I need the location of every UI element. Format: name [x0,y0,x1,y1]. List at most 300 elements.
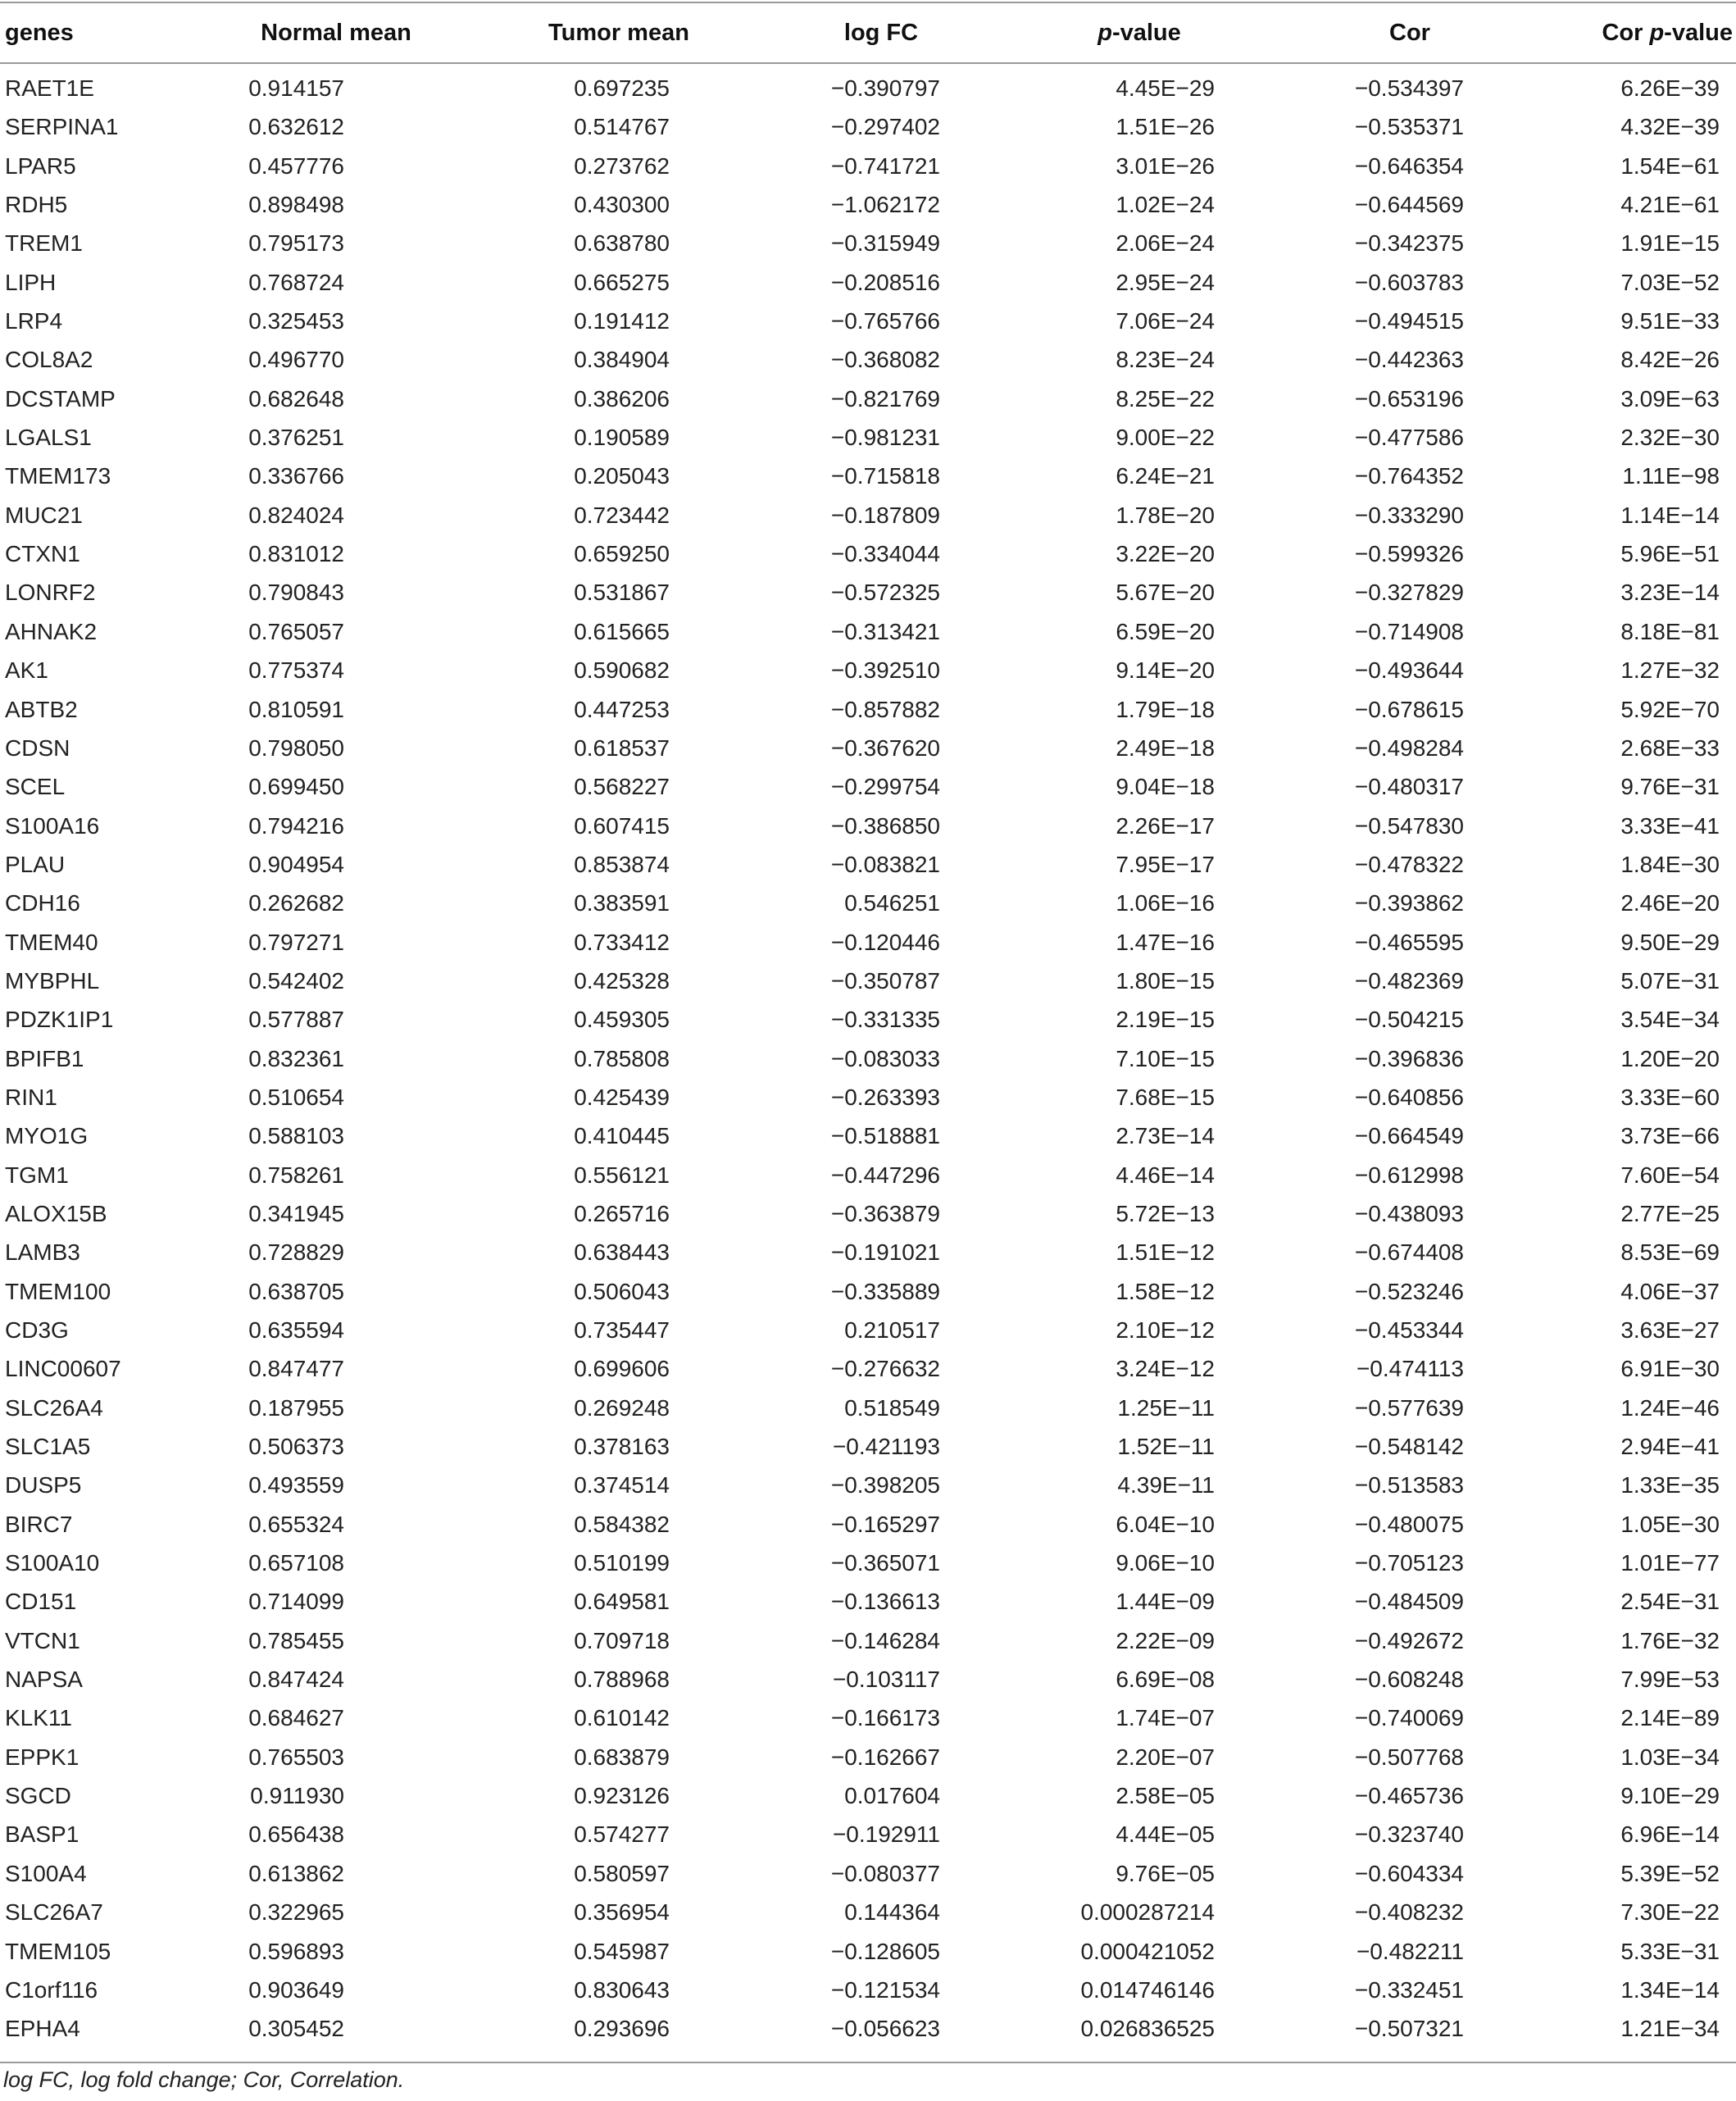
table-row [0,612,1736,651]
cell-normal-mean: 0.847424 [248,1667,344,1693]
table-row [0,1233,1736,1271]
cell-cor: −0.507321 [1354,2016,1464,2042]
cell-gene: DUSP5 [5,1472,82,1498]
table-row [0,1544,1736,1582]
cell-gene: TREM1 [5,230,83,257]
cell-normal-mean: 0.336766 [248,463,344,489]
header-log-fc: log FC [843,20,919,46]
cell-log-fc: −0.128605 [830,1938,940,1964]
table-row [0,418,1736,457]
cell-normal-mean: 0.376251 [248,425,344,451]
cell-cor-p-value: 7.99E−53 [1620,1667,1720,1693]
cell-p-value: 3.22E−20 [1116,541,1215,567]
cell-cor: −0.484509 [1354,1589,1464,1615]
cell-cor-p-value: 9.10E−29 [1620,1783,1720,1809]
cell-cor: −0.548142 [1354,1434,1464,1460]
cell-tumor-mean: 0.447253 [574,696,670,722]
cell-p-value: 2.26E−17 [1116,812,1215,839]
cell-cor-p-value: 1.14E−14 [1620,502,1720,528]
cell-normal-mean: 0.510654 [248,1084,344,1110]
cell-p-value: 0.000287214 [1080,1899,1215,1926]
cell-gene: AHNAK2 [5,618,98,644]
cell-cor: −0.465736 [1354,1783,1464,1809]
cell-cor-p-value: 8.18E−81 [1620,618,1720,644]
table-row [0,1621,1736,1660]
cell-gene: PLAU [5,851,66,877]
cell-log-fc: 0.518549 [844,1394,940,1421]
cell-tumor-mean: 0.568227 [574,774,670,800]
table-row [0,1893,1736,1931]
cell-normal-mean: 0.684627 [248,1705,344,1731]
cell-gene: COL8A2 [5,347,93,373]
cell-cor-p-value: 6.26E−39 [1620,75,1720,101]
header-p-value-italic-p: p [1097,20,1112,46]
cell-p-value: 3.24E−12 [1116,1356,1215,1382]
cell-p-value: 9.00E−22 [1116,425,1215,451]
cell-p-value: 2.49E−18 [1116,734,1215,761]
table-row [0,1078,1736,1116]
table-row [0,1389,1736,1427]
cell-cor-p-value: 1.11E−98 [1622,463,1720,489]
cell-p-value: 5.72E−13 [1116,1200,1215,1226]
cell-cor: −0.603783 [1354,269,1464,295]
table-row [0,1000,1736,1039]
cell-cor: −0.523246 [1354,1278,1464,1304]
cell-gene: LIPH [5,269,57,295]
cell-normal-mean: 0.187955 [248,1394,344,1421]
cell-cor-p-value: 6.96E−14 [1620,1821,1720,1848]
cell-normal-mean: 0.588103 [248,1123,344,1149]
cell-tumor-mean: 0.269248 [574,1394,670,1421]
table-row [0,690,1736,729]
cell-log-fc: −0.315949 [830,230,940,257]
table-row [0,1971,1736,2009]
cell-cor: −0.480317 [1354,774,1464,800]
cell-cor-p-value: 1.27E−32 [1620,657,1720,684]
cell-gene: C1orf116 [5,1976,98,2003]
cell-p-value: 6.24E−21 [1116,463,1215,489]
table-row [0,340,1736,379]
cell-p-value: 4.39E−11 [1117,1472,1215,1498]
cell-cor-p-value: 5.33E−31 [1620,1938,1720,1964]
cell-p-value: 0.014746146 [1080,1976,1215,2003]
cell-log-fc: −0.368082 [830,347,940,373]
cell-tumor-mean: 0.190589 [574,425,670,451]
cell-p-value: 6.69E−08 [1116,1667,1215,1693]
cell-gene: BASP1 [5,1821,80,1848]
cell-normal-mean: 0.914157 [248,75,344,101]
cell-normal-mean: 0.728829 [248,1239,344,1266]
table-row [0,573,1736,612]
cell-tumor-mean: 0.590682 [574,657,670,684]
cell-gene: LGALS1 [5,425,92,451]
cell-tumor-mean: 0.618537 [574,734,670,761]
cell-log-fc: −0.365071 [830,1550,940,1576]
cell-gene: MYO1G [5,1123,89,1149]
cell-log-fc: −0.297402 [830,114,940,140]
cell-tumor-mean: 0.788968 [574,1667,670,1693]
cell-gene: ALOX15B [5,1200,107,1226]
cell-p-value: 2.58E−05 [1116,1783,1215,1809]
cell-tumor-mean: 0.683879 [574,1744,670,1770]
cell-p-value: 1.80E−15 [1116,967,1215,994]
cell-log-fc: −0.083821 [830,851,940,877]
cell-log-fc: −0.162667 [830,1744,940,1770]
table-row [0,69,1736,107]
cell-log-fc: −0.421193 [832,1434,940,1460]
table-row [0,457,1736,495]
cell-log-fc: −0.208516 [830,269,940,295]
cell-cor-p-value: 1.54E−61 [1620,152,1720,179]
cell-log-fc: 0.210517 [844,1317,940,1343]
cell-cor: −0.547830 [1354,812,1464,839]
cell-log-fc: 0.546251 [844,890,940,916]
cell-normal-mean: 0.542402 [248,967,344,994]
cell-normal-mean: 0.635594 [248,1317,344,1343]
cell-normal-mean: 0.655324 [248,1511,344,1537]
cell-cor: −0.705123 [1354,1550,1464,1576]
cell-cor: −0.599326 [1354,541,1464,567]
cell-gene: EPHA4 [5,2016,80,2042]
cell-gene: RDH5 [5,192,68,218]
cell-log-fc: −0.146284 [830,1627,940,1653]
cell-p-value: 1.78E−20 [1116,502,1215,528]
cell-log-fc: −0.120446 [830,929,940,955]
cell-p-value: 9.14E−20 [1116,657,1215,684]
cell-cor-p-value: 5.96E−51 [1620,541,1720,567]
table-row [0,224,1736,262]
cell-cor: −0.498284 [1354,734,1464,761]
cell-cor-p-value: 3.09E−63 [1620,385,1720,412]
cell-log-fc: −0.572325 [830,580,940,606]
cell-log-fc: −0.334044 [830,541,940,567]
cell-p-value: 4.45E−29 [1116,75,1215,101]
cell-cor-p-value: 3.54E−34 [1620,1007,1720,1033]
table-row [0,1466,1736,1504]
header-normal-mean: Normal mean [261,20,411,46]
cell-gene: LAMB3 [5,1239,80,1266]
cell-normal-mean: 0.577887 [248,1007,344,1033]
cell-log-fc: −0.187809 [830,502,940,528]
cell-gene: CD151 [5,1589,77,1615]
cell-normal-mean: 0.810591 [248,696,344,722]
cell-cor: −0.534397 [1354,75,1464,101]
table-row [0,147,1736,185]
cell-normal-mean: 0.765057 [248,618,344,644]
cell-cor: −0.474113 [1356,1356,1464,1382]
cell-cor-p-value: 2.94E−41 [1620,1434,1720,1460]
cell-cor-p-value: 8.42E−26 [1620,347,1720,373]
cell-gene: S100A10 [5,1550,100,1576]
cell-cor: −0.714908 [1354,618,1464,644]
table-row [0,884,1736,922]
table-row [0,1505,1736,1544]
cell-log-fc: −0.390797 [830,75,940,101]
cell-normal-mean: 0.496770 [248,347,344,373]
cell-gene: LONRF2 [5,580,96,606]
cell-p-value: 7.10E−15 [1116,1045,1215,1071]
cell-tumor-mean: 0.384904 [574,347,670,373]
cell-p-value: 1.44E−09 [1116,1589,1215,1615]
cell-cor-p-value: 1.76E−32 [1620,1627,1720,1653]
cell-log-fc: −0.121534 [830,1976,940,2003]
cell-gene: LRP4 [5,308,63,334]
table-row [0,1660,1736,1699]
cell-cor: −0.438093 [1354,1200,1464,1226]
cell-tumor-mean: 0.615665 [574,618,670,644]
cell-p-value: 9.76E−05 [1116,1860,1215,1886]
table-row [0,1039,1736,1078]
cell-p-value: 9.04E−18 [1116,774,1215,800]
cell-cor: −0.535371 [1354,114,1464,140]
cell-p-value: 1.52E−11 [1117,1434,1215,1460]
cell-cor: −0.664549 [1354,1123,1464,1149]
cell-gene: SLC26A7 [5,1899,103,1926]
cell-normal-mean: 0.506373 [248,1434,344,1460]
cell-tumor-mean: 0.830643 [574,1976,670,2003]
cell-cor: −0.408232 [1354,1899,1464,1926]
table-row [0,1116,1736,1155]
cell-cor: −0.513583 [1354,1472,1464,1498]
cell-p-value: 1.74E−07 [1116,1705,1215,1731]
cell-gene: TMEM40 [5,929,98,955]
cell-cor-p-value: 2.77E−25 [1620,1200,1720,1226]
cell-cor-p-value: 3.23E−14 [1620,580,1720,606]
cell-tumor-mean: 0.580597 [574,1860,670,1886]
cell-p-value: 7.95E−17 [1116,851,1215,877]
cell-log-fc: −0.165297 [830,1511,940,1537]
table-row [0,1932,1736,1971]
cell-tumor-mean: 0.265716 [574,1200,670,1226]
cell-cor-p-value: 5.07E−31 [1620,967,1720,994]
cell-cor: −0.453344 [1354,1317,1464,1343]
cell-normal-mean: 0.758261 [248,1162,344,1188]
cell-log-fc: −0.335889 [830,1278,940,1304]
table-row [0,1776,1736,1815]
header-p-value-suffix: -value [1111,20,1181,46]
cell-tumor-mean: 0.923126 [574,1783,670,1809]
cell-log-fc: −0.765766 [830,308,940,334]
cell-tumor-mean: 0.514767 [574,114,670,140]
cell-tumor-mean: 0.659250 [574,541,670,567]
cell-log-fc: −0.350787 [830,967,940,994]
cell-cor: −0.740069 [1354,1705,1464,1731]
cell-cor: −0.333290 [1354,502,1464,528]
cell-cor-p-value: 1.21E−34 [1620,2016,1720,2042]
cell-normal-mean: 0.638705 [248,1278,344,1304]
cell-log-fc: −0.263393 [830,1084,940,1110]
cell-normal-mean: 0.699450 [248,774,344,800]
cell-cor: −0.478322 [1354,851,1464,877]
cell-p-value: 1.58E−12 [1116,1278,1215,1304]
cell-log-fc: −0.313421 [830,618,940,644]
cell-tumor-mean: 0.191412 [574,308,670,334]
cell-log-fc: −0.080377 [830,1860,940,1886]
cell-tumor-mean: 0.638443 [574,1239,670,1266]
cell-tumor-mean: 0.506043 [574,1278,670,1304]
cell-normal-mean: 0.765503 [248,1744,344,1770]
cell-cor-p-value: 6.91E−30 [1620,1356,1720,1382]
cell-log-fc: 0.144364 [844,1899,940,1926]
cell-log-fc: −0.299754 [830,774,940,800]
table-row [0,263,1736,302]
cell-normal-mean: 0.768724 [248,269,344,295]
cell-tumor-mean: 0.273762 [574,152,670,179]
cell-tumor-mean: 0.293696 [574,2016,670,2042]
cell-gene: NAPSA [5,1667,83,1693]
cell-cor-p-value: 7.60E−54 [1620,1162,1720,1188]
cell-cor: −0.396836 [1354,1045,1464,1071]
cell-cor-p-value: 7.30E−22 [1620,1899,1720,1926]
cell-normal-mean: 0.596893 [248,1938,344,1964]
cell-gene: LINC00607 [5,1356,121,1382]
cell-gene: CTXN1 [5,541,80,567]
cell-p-value: 3.01E−26 [1116,152,1215,179]
cell-tumor-mean: 0.574277 [574,1821,670,1848]
cell-log-fc: −0.192911 [832,1821,940,1848]
cell-normal-mean: 0.831012 [248,541,344,567]
cell-log-fc: −0.392510 [830,657,940,684]
table-header [0,3,1736,62]
cell-gene: TMEM105 [5,1938,111,1964]
cell-tumor-mean: 0.853874 [574,851,670,877]
cell-cor-p-value: 1.34E−14 [1620,1976,1720,2003]
cell-p-value: 2.10E−12 [1116,1317,1215,1343]
cell-gene: ABTB2 [5,696,78,722]
cell-p-value: 1.25E−11 [1117,1394,1215,1421]
cell-normal-mean: 0.824024 [248,502,344,528]
cell-gene: TGM1 [5,1162,69,1188]
cell-p-value: 2.95E−24 [1116,269,1215,295]
cell-cor: −0.504215 [1354,1007,1464,1033]
cell-normal-mean: 0.794216 [248,812,344,839]
cell-cor: −0.644569 [1354,192,1464,218]
cell-gene: BIRC7 [5,1511,73,1537]
cell-tumor-mean: 0.733412 [574,929,670,955]
cell-tumor-mean: 0.649581 [574,1589,670,1615]
cell-cor: −0.678615 [1354,696,1464,722]
table-row [0,1854,1736,1893]
header-cor-p-suffix: -value [1664,20,1733,46]
cell-cor: −0.342375 [1354,230,1464,257]
cell-tumor-mean: 0.607415 [574,812,670,839]
cell-p-value: 2.20E−07 [1116,1744,1215,1770]
table-header-rule [0,62,1736,64]
cell-cor-p-value: 3.33E−60 [1620,1084,1720,1110]
cell-cor: −0.674408 [1354,1239,1464,1266]
cell-normal-mean: 0.457776 [248,152,344,179]
cell-cor: −0.640856 [1354,1084,1464,1110]
cell-normal-mean: 0.657108 [248,1550,344,1576]
cell-cor: −0.764352 [1354,463,1464,489]
cell-log-fc: −0.715818 [830,463,940,489]
cell-cor-p-value: 9.50E−29 [1620,929,1720,955]
cell-tumor-mean: 0.374514 [574,1472,670,1498]
table-row [0,651,1736,689]
cell-gene: CDSN [5,734,70,761]
cell-tumor-mean: 0.665275 [574,269,670,295]
table-row [0,767,1736,806]
cell-gene: CD3G [5,1317,69,1343]
cell-tumor-mean: 0.638780 [574,230,670,257]
cell-gene: PDZK1IP1 [5,1007,114,1033]
header-p-value [1057,3,1221,62]
cell-tumor-mean: 0.699606 [574,1356,670,1382]
cell-tumor-mean: 0.723442 [574,502,670,528]
cell-p-value: 2.73E−14 [1116,1123,1215,1149]
cell-cor-p-value: 2.54E−31 [1620,1589,1720,1615]
table-row [0,923,1736,962]
cell-cor-p-value: 1.03E−34 [1620,1744,1720,1770]
cell-cor: −0.482369 [1354,967,1464,994]
header-cor-p-prefix: Cor [1602,20,1650,46]
cell-cor-p-value: 1.20E−20 [1620,1045,1720,1071]
cell-log-fc: −0.191021 [830,1239,940,1266]
cell-tumor-mean: 0.410445 [574,1123,670,1149]
cell-cor-p-value: 9.51E−33 [1620,308,1720,334]
cell-p-value: 1.02E−24 [1116,192,1215,218]
cell-cor-p-value: 5.92E−70 [1620,696,1720,722]
cell-gene: RIN1 [5,1084,57,1110]
cell-cor-p-value: 2.68E−33 [1620,734,1720,761]
cell-normal-mean: 0.903649 [248,1976,344,2003]
table-row [0,1582,1736,1621]
cell-log-fc: −0.857882 [830,696,940,722]
cell-normal-mean: 0.613862 [248,1860,344,1886]
cell-normal-mean: 0.714099 [248,1589,344,1615]
cell-log-fc: −0.367620 [830,734,940,761]
cell-gene: KLK11 [5,1705,72,1731]
cell-cor: −0.608248 [1354,1667,1464,1693]
table-row [0,1272,1736,1311]
cell-tumor-mean: 0.610142 [574,1705,670,1731]
table-row [0,729,1736,767]
cell-cor-p-value: 1.91E−15 [1620,230,1720,257]
cell-normal-mean: 0.305452 [248,2016,344,2042]
cell-normal-mean: 0.682648 [248,385,344,412]
cell-cor: −0.604334 [1354,1860,1464,1886]
cell-gene: DCSTAMP [5,385,116,412]
cell-p-value: 7.06E−24 [1116,308,1215,334]
header-genes: genes [5,20,74,46]
cell-tumor-mean: 0.556121 [574,1162,670,1188]
cell-tumor-mean: 0.205043 [574,463,670,489]
cell-log-fc: −1.062172 [830,192,940,218]
cell-p-value: 2.06E−24 [1116,230,1215,257]
cell-cor-p-value: 3.73E−66 [1620,1123,1720,1149]
cell-normal-mean: 0.775374 [248,657,344,684]
cell-p-value: 4.44E−05 [1116,1821,1215,1848]
cell-tumor-mean: 0.531867 [574,580,670,606]
cell-normal-mean: 0.898498 [248,192,344,218]
cell-cor-p-value: 7.03E−52 [1620,269,1720,295]
table-body [0,69,1736,2049]
cell-log-fc: −0.331335 [830,1007,940,1033]
cell-cor-p-value: 2.46E−20 [1620,890,1720,916]
cell-normal-mean: 0.341945 [248,1200,344,1226]
cell-tumor-mean: 0.459305 [574,1007,670,1033]
cell-cor: −0.653196 [1354,385,1464,412]
header-cor-p-value [1557,3,1733,62]
cell-log-fc: −0.166173 [830,1705,940,1731]
cell-cor-p-value: 1.84E−30 [1620,851,1720,877]
cell-cor-p-value: 1.05E−30 [1620,1511,1720,1537]
cell-cor: −0.323740 [1354,1821,1464,1848]
cell-p-value: 7.68E−15 [1116,1084,1215,1110]
cell-p-value: 1.79E−18 [1116,696,1215,722]
cell-normal-mean: 0.493559 [248,1472,344,1498]
cell-p-value: 1.47E−16 [1116,929,1215,955]
